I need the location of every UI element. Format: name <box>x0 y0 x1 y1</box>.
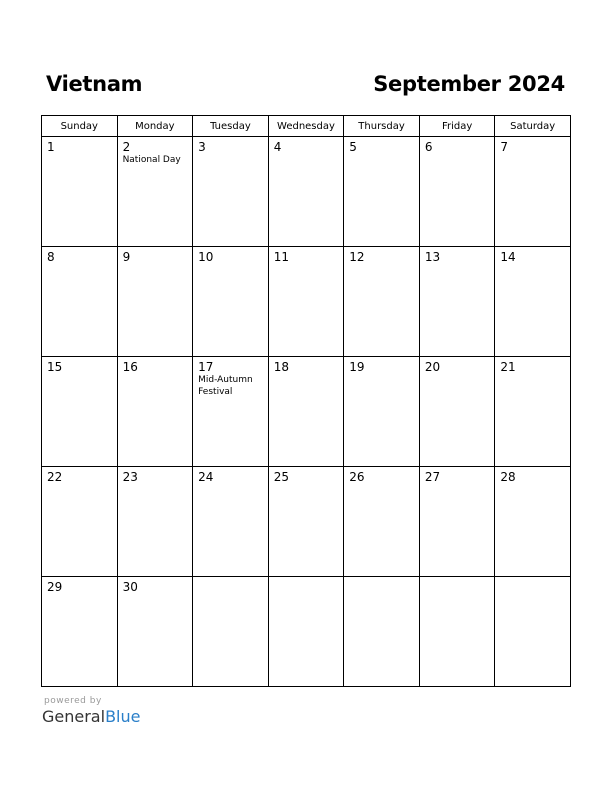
empty-day-cell <box>344 577 420 687</box>
day-cell <box>193 247 269 357</box>
brand-logo-blue: Blue <box>105 707 141 726</box>
country-title: Vietnam <box>46 72 143 96</box>
day-cell <box>344 247 420 357</box>
day-number: 14 <box>500 250 516 264</box>
day-number: 23 <box>122 470 138 484</box>
day-number: 9 <box>122 250 131 264</box>
day-number: 4 <box>273 140 282 154</box>
day-cell <box>344 467 420 577</box>
weekday-header-row <box>42 116 571 137</box>
day-number: 10 <box>198 250 214 264</box>
empty-day-cell <box>495 577 571 687</box>
day-number: 17 <box>198 360 214 374</box>
day-number: 8 <box>47 250 55 264</box>
day-cell <box>117 467 193 577</box>
day-number: 24 <box>198 470 214 484</box>
day-cell <box>419 137 495 247</box>
day-number: 21 <box>500 360 516 374</box>
day-cell <box>495 467 571 577</box>
day-cell <box>193 357 269 467</box>
holiday-label: Mid-Autumn <box>198 375 253 385</box>
day-cell <box>117 247 193 357</box>
day-number: 18 <box>273 360 289 374</box>
day-number: 26 <box>349 470 365 484</box>
week-row-2 <box>42 247 571 357</box>
weekday-header-wednesday: Wednesday <box>268 116 344 137</box>
day-cell <box>419 357 495 467</box>
weekday-header-monday: Monday <box>117 116 193 137</box>
day-cell <box>495 247 571 357</box>
day-cell <box>419 467 495 577</box>
day-number: 3 <box>198 140 206 154</box>
week-row-1 <box>42 137 571 247</box>
day-number: 11 <box>273 250 289 264</box>
day-cell <box>268 247 344 357</box>
calendar-grid <box>41 115 571 687</box>
day-cell <box>117 577 193 687</box>
day-cell <box>193 137 269 247</box>
empty-day-cell <box>268 577 344 687</box>
day-number: 13 <box>424 250 441 264</box>
week-row-4 <box>42 467 571 577</box>
day-number: 16 <box>122 360 138 374</box>
weekday-header-saturday: Saturday <box>495 116 571 137</box>
empty-day-cell <box>193 577 269 687</box>
empty-day-cell <box>419 577 495 687</box>
day-number: 1 <box>47 140 55 154</box>
week-row-5 <box>42 577 571 687</box>
weekday-header-sunday: Sunday <box>42 116 118 137</box>
day-cell <box>42 357 118 467</box>
day-cell <box>42 467 118 577</box>
weekday-header-friday: Friday <box>419 116 495 137</box>
holiday-label: National Day <box>122 155 181 165</box>
day-cell <box>42 577 118 687</box>
holiday-label: Festival <box>198 387 233 397</box>
day-number: 28 <box>500 470 516 484</box>
day-number: 6 <box>424 140 433 154</box>
day-cell <box>268 357 344 467</box>
week-row-3 <box>42 357 571 467</box>
day-cell <box>419 247 495 357</box>
day-number: 15 <box>47 360 63 374</box>
brand-logo[interactable] <box>42 707 140 727</box>
day-number: 29 <box>47 580 63 594</box>
weekday-header-thursday: Thursday <box>344 116 420 137</box>
day-number: 22 <box>47 470 63 484</box>
day-number: 27 <box>424 470 441 484</box>
powered-by-text: powered by <box>44 696 102 706</box>
day-number: 30 <box>122 580 138 594</box>
day-cell <box>42 137 118 247</box>
day-number: 19 <box>349 360 365 374</box>
brand-logo-general: General <box>42 707 106 726</box>
day-cell <box>117 137 193 247</box>
day-cell <box>193 467 269 577</box>
day-number: 12 <box>349 250 365 264</box>
day-number: 20 <box>424 360 441 374</box>
day-cell <box>495 137 571 247</box>
day-number: 25 <box>273 470 289 484</box>
day-cell <box>117 357 193 467</box>
weekday-header-tuesday: Tuesday <box>193 116 269 137</box>
day-cell <box>344 357 420 467</box>
day-number: 5 <box>349 140 357 154</box>
day-cell <box>495 357 571 467</box>
month-year-title: September 2024 <box>373 72 565 96</box>
day-cell <box>42 247 118 357</box>
day-number: 2 <box>122 140 131 154</box>
day-cell <box>344 137 420 247</box>
day-cell <box>268 137 344 247</box>
day-cell <box>268 467 344 577</box>
day-number: 7 <box>500 140 509 154</box>
